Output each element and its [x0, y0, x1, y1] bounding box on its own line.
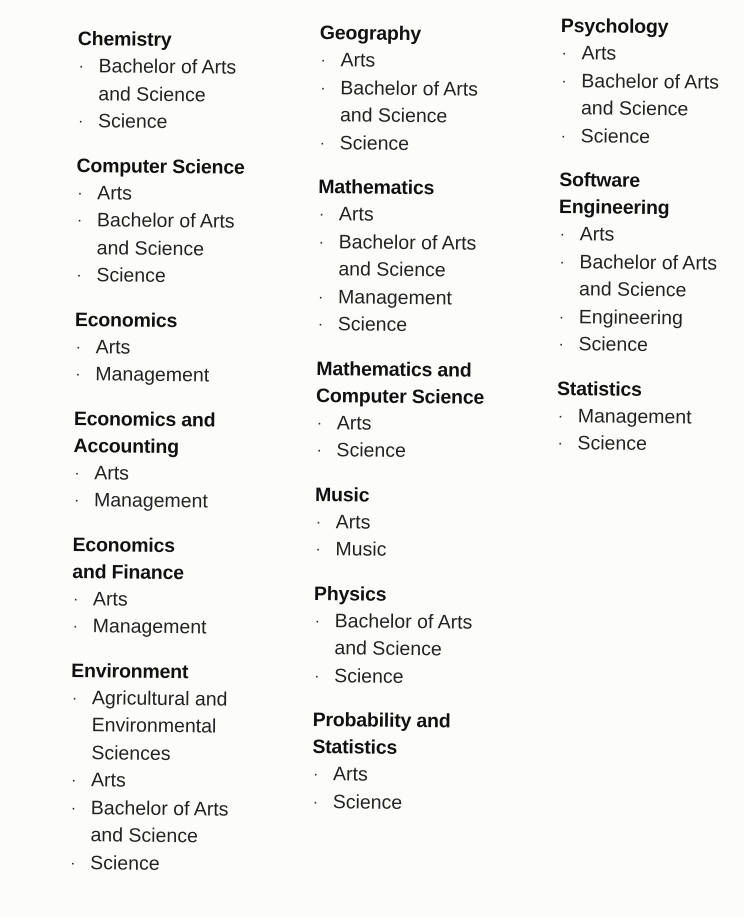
degree-list: [314, 508, 515, 565]
degree-label: Science: [337, 313, 408, 336]
degree-label: Bachelor of Arts and Science: [580, 69, 720, 121]
degree-list: [315, 409, 516, 466]
bullet-icon: ·: [320, 79, 326, 97]
degree-item: [70, 767, 270, 797]
degree-item: [560, 122, 744, 152]
subject-section: [69, 657, 271, 879]
degree-label: Arts: [581, 42, 617, 65]
degree-item: [319, 129, 519, 159]
degree-item: [69, 794, 246, 851]
degree-item: [313, 662, 513, 692]
degree-list: [319, 47, 520, 159]
subject-title: Physics: [313, 582, 387, 606]
bullet-icon: ·: [316, 414, 323, 432]
degree-label: Arts: [332, 763, 368, 786]
bullet-icon: ·: [70, 799, 77, 817]
degree-item: [76, 207, 253, 264]
degree-item: [560, 67, 737, 124]
degree-list: [557, 221, 744, 361]
degree-label: Bachelor of Arts and Science: [334, 609, 473, 661]
degree-label: Science: [578, 333, 649, 356]
bullet-icon: ·: [317, 315, 324, 334]
degree-label: Bachelor of Arts and Science: [90, 796, 229, 848]
degree-item: [319, 47, 519, 77]
degree-item: [316, 409, 516, 439]
bullet-icon: ·: [77, 113, 84, 131]
subject-section: [319, 20, 520, 159]
degree-label: Science: [90, 851, 160, 875]
subject-section: [317, 174, 519, 341]
degree-label: Arts: [95, 335, 131, 359]
bullet-icon: ·: [561, 72, 567, 90]
bullet-icon: ·: [315, 540, 321, 559]
degree-item: [76, 179, 276, 209]
degree-item: [313, 607, 490, 664]
subject-section: [556, 375, 744, 459]
degree-label: Arts: [336, 411, 372, 435]
bullet-icon: ·: [318, 288, 324, 306]
degree-list: [69, 684, 271, 879]
degree-item: [317, 228, 494, 285]
degree-label: Management: [337, 285, 453, 309]
subject-section: [75, 152, 276, 291]
degree-item: [69, 849, 269, 879]
subject-section: [314, 481, 515, 565]
column-1: [69, 26, 278, 896]
bullet-icon: ·: [312, 793, 319, 811]
degree-label: Arts: [340, 49, 376, 72]
bullet-icon: ·: [77, 184, 83, 202]
bullet-icon: ·: [559, 253, 565, 271]
degree-label: Science: [334, 664, 404, 688]
bullet-icon: ·: [319, 134, 326, 152]
degree-item: [75, 262, 275, 292]
degree-list: [74, 333, 275, 390]
degree-label: Arts: [338, 203, 374, 226]
degree-label: Science: [97, 110, 168, 133]
subject-section: [74, 306, 275, 390]
subject-title: Economics and Finance: [72, 533, 184, 584]
bullet-icon: ·: [74, 464, 80, 482]
degree-item: [312, 761, 512, 791]
bullet-icon: ·: [314, 667, 320, 685]
bullet-icon: ·: [561, 45, 567, 63]
degree-item: [72, 613, 272, 643]
degree-list: [317, 201, 518, 341]
degree-item: [557, 402, 744, 432]
degree-item: [73, 487, 273, 517]
degree-label: Science: [339, 131, 410, 155]
subject-section: [312, 707, 513, 818]
bullet-icon: ·: [316, 441, 322, 460]
degree-item: [77, 108, 277, 138]
degree-label: Science: [577, 432, 647, 455]
column-2: [311, 20, 520, 835]
subject-title: Geography: [319, 21, 422, 46]
bullet-icon: ·: [73, 491, 80, 510]
degree-label: Bachelor of Arts and Science: [96, 209, 235, 260]
degree-item: [77, 53, 254, 110]
column-3: [556, 13, 744, 477]
subject-title: Chemistry: [77, 27, 172, 51]
bullet-icon: ·: [78, 58, 84, 76]
bullet-icon: ·: [320, 52, 326, 70]
degree-label: Science: [96, 264, 166, 287]
degree-item: [317, 311, 517, 341]
degree-item: [557, 331, 744, 361]
degree-label: Management: [577, 404, 692, 428]
subject-section: [72, 531, 273, 642]
degree-label: Science: [336, 439, 406, 462]
degree-list: [75, 179, 276, 291]
degree-list: [556, 402, 744, 459]
degree-item: [72, 585, 272, 615]
subject-title: Computer Science: [76, 154, 245, 179]
bullet-icon: ·: [71, 689, 78, 707]
bullet-icon: ·: [75, 338, 82, 356]
degree-list: [313, 607, 514, 692]
degree-label: Arts: [97, 181, 133, 205]
degree-item: [74, 361, 274, 391]
degree-label: Management: [92, 615, 207, 639]
bullet-icon: ·: [557, 407, 564, 425]
subject-title: Economics and Accounting: [73, 407, 216, 458]
bullet-icon: ·: [318, 233, 325, 251]
degree-label: Arts: [579, 223, 615, 246]
degree-label: Agricultural and Environmental Sciences: [91, 686, 228, 765]
bullet-icon: ·: [560, 127, 567, 145]
degree-item: [560, 40, 744, 70]
degree-item: [319, 74, 496, 131]
bullet-icon: ·: [558, 335, 564, 354]
degree-label: Bachelor of Arts and Science: [339, 76, 479, 128]
subject-section: [77, 26, 278, 138]
bullet-icon: ·: [75, 365, 81, 384]
subject-section: [73, 405, 274, 516]
degree-item: [70, 684, 247, 768]
bullet-icon: ·: [314, 612, 321, 630]
bullet-icon: ·: [558, 308, 565, 326]
degree-item: [314, 536, 514, 566]
degree-label: Bachelor of Arts and Science: [578, 250, 718, 302]
degree-list: [77, 53, 278, 138]
subject-title: Environment: [71, 659, 189, 683]
bullet-icon: ·: [318, 206, 325, 224]
bullet-icon: ·: [70, 854, 76, 872]
degree-item: [556, 430, 744, 460]
degree-label: Music: [335, 538, 387, 561]
degree-label: Arts: [94, 461, 130, 485]
degree-label: Arts: [335, 510, 371, 534]
degree-label: Arts: [92, 587, 128, 611]
subject-section: [560, 13, 744, 152]
degree-item: [73, 459, 273, 489]
degree-list: [72, 585, 273, 642]
subject-title: Software Engineering: [558, 168, 670, 220]
bullet-icon: ·: [76, 212, 83, 230]
degree-list: [73, 459, 274, 516]
bullet-icon: ·: [557, 434, 563, 453]
subject-title: Economics: [74, 308, 178, 332]
degree-label: Science: [580, 124, 651, 148]
subject-section: [315, 355, 516, 466]
subject-title: Mathematics and Computer Science: [315, 357, 485, 409]
degree-item: [315, 508, 515, 538]
degree-list: [560, 40, 744, 152]
degree-item: [559, 221, 744, 251]
degree-label: Management: [93, 489, 208, 513]
degree-item: [318, 201, 518, 231]
bullet-icon: ·: [71, 771, 77, 790]
subject-title: Probability and Statistics: [312, 708, 451, 759]
degree-label: Arts: [90, 769, 126, 792]
degree-item: [558, 248, 735, 305]
degree-label: Bachelor of Arts and Science: [98, 55, 237, 106]
bullet-icon: ·: [313, 765, 319, 784]
bullet-icon: ·: [72, 590, 79, 608]
subject-section: [313, 580, 514, 692]
degree-item: [558, 303, 744, 333]
subject-title: Mathematics: [318, 175, 435, 200]
degree-label: Science: [332, 790, 403, 814]
degree-item: [312, 788, 512, 818]
subject-title: Music: [314, 483, 370, 507]
bullet-icon: ·: [559, 225, 566, 244]
degree-label: Engineering: [578, 305, 684, 329]
subject-section: [557, 167, 744, 361]
degree-label: Management: [95, 363, 210, 387]
degree-item: [317, 283, 517, 313]
degree-item: [74, 333, 274, 363]
subject-title: Psychology: [560, 14, 669, 39]
bullet-icon: ·: [72, 617, 79, 636]
degree-list: [312, 761, 513, 818]
degree-label: Bachelor of Arts and Science: [338, 230, 477, 282]
bullet-icon: ·: [76, 266, 82, 285]
degree-item: [315, 437, 515, 467]
bullet-icon: ·: [315, 513, 322, 531]
subject-title: Statistics: [556, 377, 642, 401]
